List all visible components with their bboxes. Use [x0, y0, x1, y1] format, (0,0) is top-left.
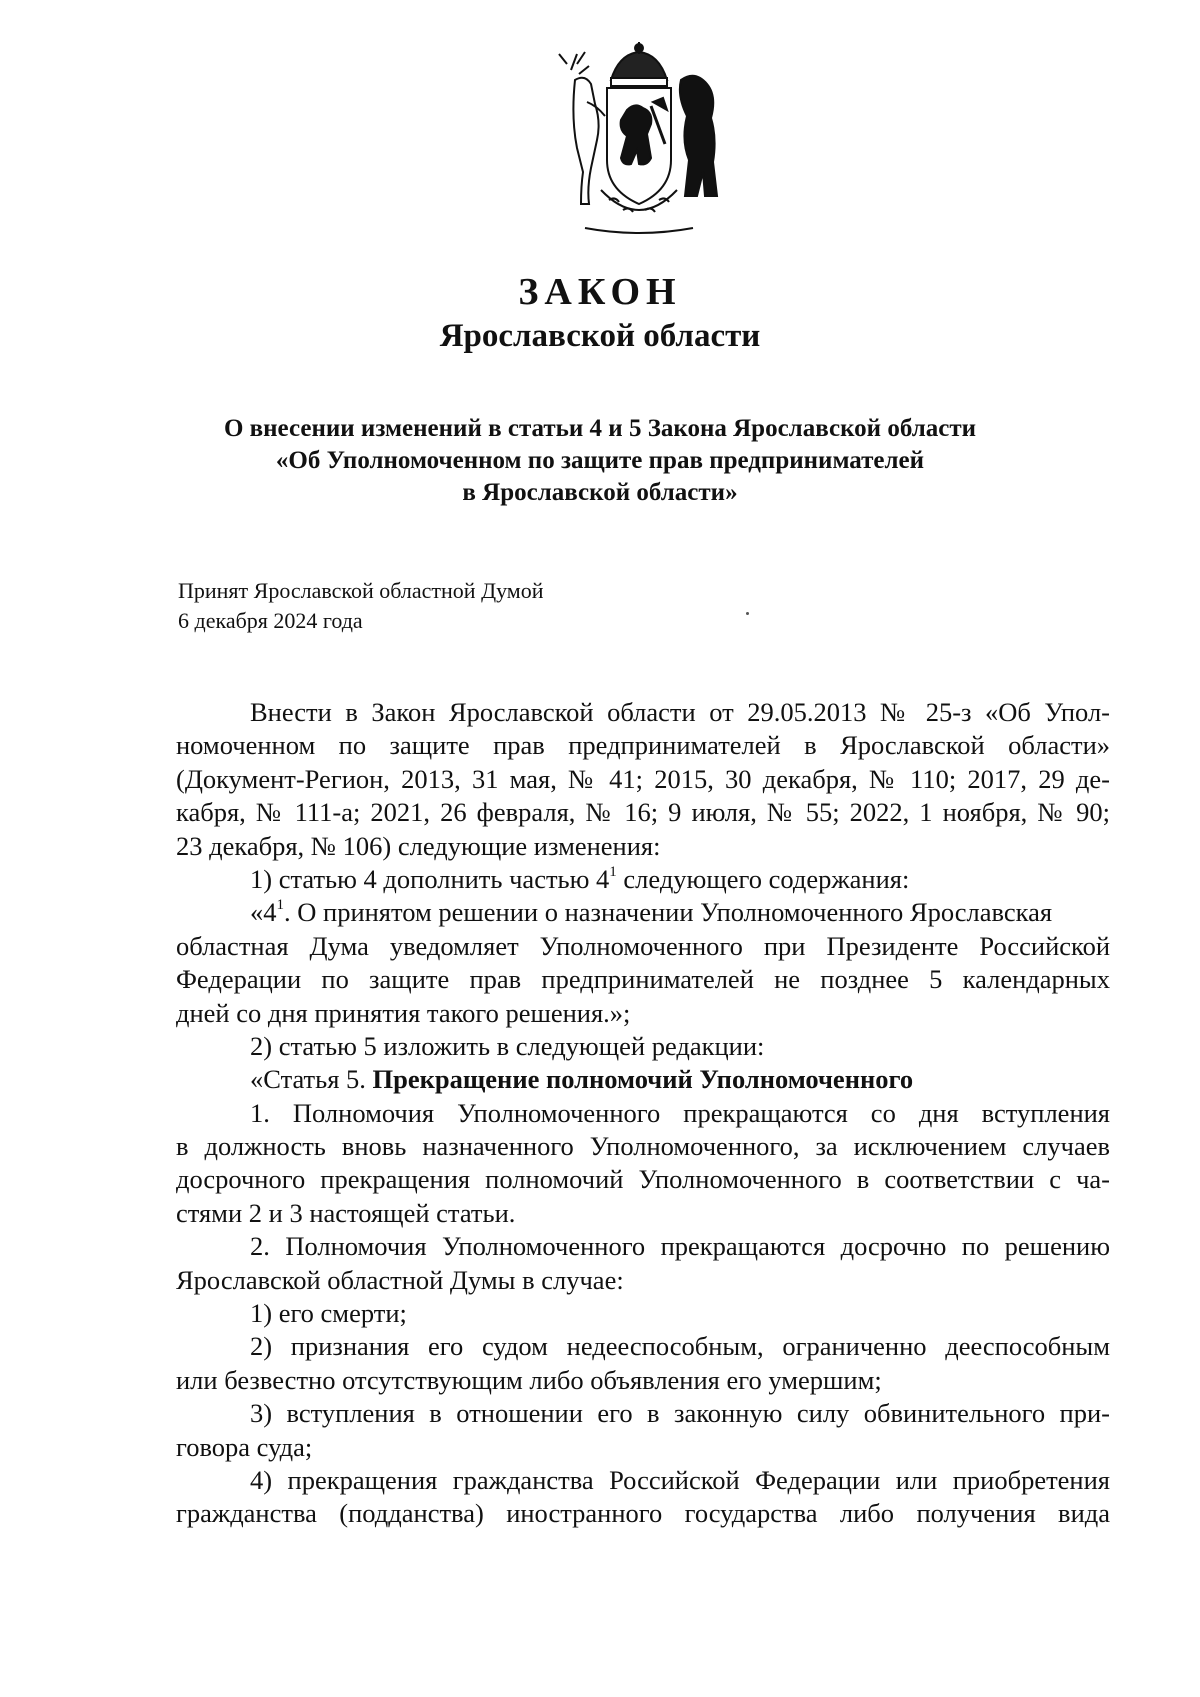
body-line: Федерации по защите прав предпринимателей не позднее 5 календарных: [176, 964, 1110, 995]
body-line: 2. Полномочия Уполномоченного прекращаются досрочно по решению: [250, 1231, 1110, 1262]
adoption-date: 6 декабря 2024 года: [178, 608, 363, 633]
body-line: [176, 1063, 1110, 1096]
law-heading: ЗАКОН: [518, 271, 682, 313]
body-line: в должность вновь назначенного Уполномоченного, за исключением случаев: [176, 1131, 1110, 1162]
superscript: 1: [609, 863, 617, 880]
law-subject-title: [0, 413, 1200, 509]
body-line: 2) признания его судом недееспособным, ограниченно дееспособным: [250, 1331, 1110, 1362]
scan-speck: [746, 612, 749, 615]
body-line-text: . О принятом решении о назначении Уполномоченного Ярославская: [284, 897, 1053, 928]
body-line: номоченном по защите прав предпринимателей в Ярославской области»: [176, 730, 1110, 761]
law-body-text: [176, 696, 1110, 1531]
body-line: 1. Полномочия Уполномоченного прекращаются со дня вступления: [250, 1097, 1110, 1128]
body-line: Внести в Закон Ярославской области от 29.05.2013 № 25-з «Об Упол-: [250, 697, 1110, 727]
body-line: Ярославской областной Думы в случае:: [176, 1264, 624, 1295]
article-label: «Статья 5.: [250, 1064, 373, 1095]
body-line-text: «4: [250, 897, 277, 928]
body-line: кабря, № 111-а; 2021, 26 февраля, № 16; 9 июля, № 55; 2022, 1 ноября, № 90;: [176, 797, 1110, 828]
subject-line: в Ярославской области»: [462, 479, 738, 506]
body-line: или безвестно отсутствующим либо объявления его умершим;: [176, 1364, 882, 1395]
body-line: 23 декабря, № 106) следующие изменения:: [176, 830, 661, 861]
adoption-body: Принят Ярославской областной Думой: [178, 578, 544, 603]
body-line: (Документ-Регион, 2013, 31 мая, № 41; 2015, 30 декабря, № 110; 2017, 29 де-: [176, 763, 1110, 794]
body-line: [176, 896, 1110, 929]
body-line: 4) прекращения гражданства Российской Федерации или приобретения: [250, 1464, 1110, 1495]
coat-of-arms-emblem: [549, 40, 729, 240]
body-line: дней со дня принятия такого решения.»;: [176, 997, 631, 1028]
body-line: досрочного прекращения полномочий Уполномоченного в соответствии с ча-: [176, 1164, 1110, 1195]
superscript: 1: [276, 897, 284, 914]
body-line: областная Дума уведомляет Уполномоченного при Президенте Российской: [176, 930, 1110, 961]
body-line: гражданства (подданства) иностранного государства либо получения вида: [176, 1498, 1110, 1529]
article-title: Прекращение полномочий Уполномоченного: [372, 1064, 914, 1095]
body-line: 3) вступления в отношении его в законную силу обвинительного при-: [250, 1398, 1110, 1429]
subject-line: О внесении изменений в статьи 4 и 5 Закона Ярославской области: [223, 415, 977, 442]
body-line-text: следующего содержания:: [616, 863, 910, 894]
subject-line: «Об Уполномоченном по защите прав предпринимателей: [275, 447, 925, 474]
law-region-heading: Ярославской области: [439, 318, 761, 354]
adoption-note: [178, 576, 544, 636]
body-line: [176, 863, 1110, 896]
body-line: говора суда;: [176, 1431, 313, 1462]
body-line: 1) его смерти;: [250, 1298, 407, 1329]
body-line-text: 1) статью 4 дополнить частью 4: [250, 863, 610, 894]
body-line: стями 2 и 3 настоящей статьи.: [176, 1197, 516, 1228]
body-line: 2) статью 5 изложить в следующей редакции:: [250, 1030, 765, 1061]
